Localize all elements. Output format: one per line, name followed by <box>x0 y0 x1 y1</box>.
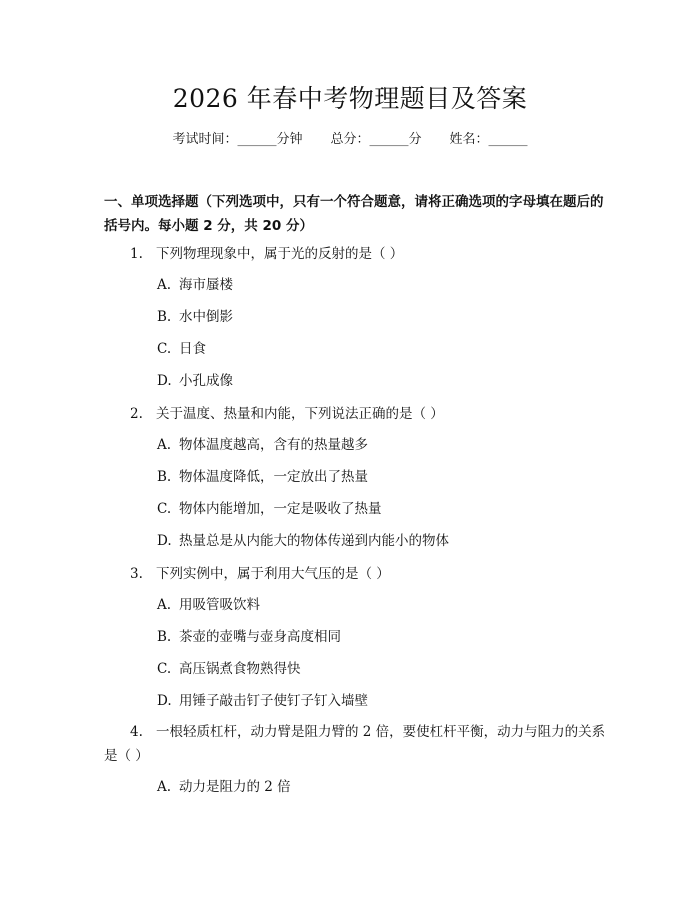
option-letter: B. <box>157 309 172 325</box>
option-letter: C. <box>157 501 172 517</box>
option-letter: D. <box>157 533 172 549</box>
option-2a <box>157 434 607 456</box>
question-text: 关于温度、热量和内能，下列说法正确的是（ ） <box>156 406 444 422</box>
option-letter: A. <box>157 779 172 795</box>
option-2b <box>157 466 607 488</box>
question-2 <box>130 402 605 426</box>
question-number: 2. <box>130 406 143 422</box>
option-3d <box>157 690 607 712</box>
option-letter: A. <box>157 597 172 613</box>
option-text: 日食 <box>179 341 206 357</box>
option-1b <box>157 306 607 328</box>
option-text: 热量总是从内能大的物体传递到内能小的物体 <box>179 533 449 549</box>
option-3a <box>157 594 607 616</box>
option-letter: C. <box>157 341 172 357</box>
section-heading: 一、单项选择题（下列选项中，只有一个符合题意，请将正确选项的字母填在题后的括号内。每小题 2 分，共 20 分） <box>104 194 604 234</box>
page-title: 2026 年春中考物理题目及答案 <box>172 84 528 113</box>
question-text: 一根轻质杠杆，动力臂是阻力臂的 2 倍，要使杠杆平衡，动力与阻力的关系是（ ） <box>104 724 606 764</box>
option-text: 高压锅煮食物熟得快 <box>179 661 301 677</box>
option-2d <box>157 530 607 552</box>
option-text: 物体内能增加，一定是吸收了热量 <box>179 501 382 517</box>
question-text: 下列实例中，属于利用大气压的是（ ） <box>156 566 390 582</box>
option-text: 茶壶的壶嘴与壶身高度相同 <box>179 629 341 645</box>
option-letter: D. <box>157 693 172 709</box>
option-text: 小孔成像 <box>179 373 233 389</box>
exam-time-label: 考试时间：______分钟 <box>172 132 303 147</box>
question-number: 1. <box>130 246 143 262</box>
option-text: 用锤子敲击钉子使钉子钉入墙壁 <box>179 693 368 709</box>
option-text: 动力是阻力的 2 倍 <box>179 779 291 795</box>
option-1a <box>157 274 607 296</box>
option-text: 海市蜃楼 <box>179 277 233 293</box>
question-number: 3. <box>130 566 143 582</box>
option-text: 水中倒影 <box>179 309 233 325</box>
option-letter: C. <box>157 661 172 677</box>
option-1d <box>157 370 607 392</box>
exam-meta <box>0 130 700 150</box>
student-name-label: 姓名：______ <box>449 132 528 147</box>
question-1 <box>130 242 605 266</box>
option-text: 物体温度降低，一定放出了热量 <box>179 469 368 485</box>
option-text: 用吸管吸饮料 <box>179 597 260 613</box>
question-4 <box>104 720 609 768</box>
option-2c <box>157 498 607 520</box>
option-letter: A. <box>157 437 172 453</box>
option-letter: A. <box>157 277 172 293</box>
question-3 <box>130 562 605 586</box>
question-text: 下列物理现象中，属于光的反射的是（ ） <box>156 246 404 262</box>
option-3c <box>157 658 607 680</box>
option-text: 物体温度越高，含有的热量越多 <box>179 437 368 453</box>
option-1c <box>157 338 607 360</box>
option-letter: B. <box>157 629 172 645</box>
option-letter: D. <box>157 373 172 389</box>
option-letter: B. <box>157 469 172 485</box>
total-score-label: 总分：______分 <box>330 132 422 147</box>
question-number: 4. <box>130 724 143 740</box>
option-3b <box>157 626 607 648</box>
option-4a <box>157 776 607 798</box>
